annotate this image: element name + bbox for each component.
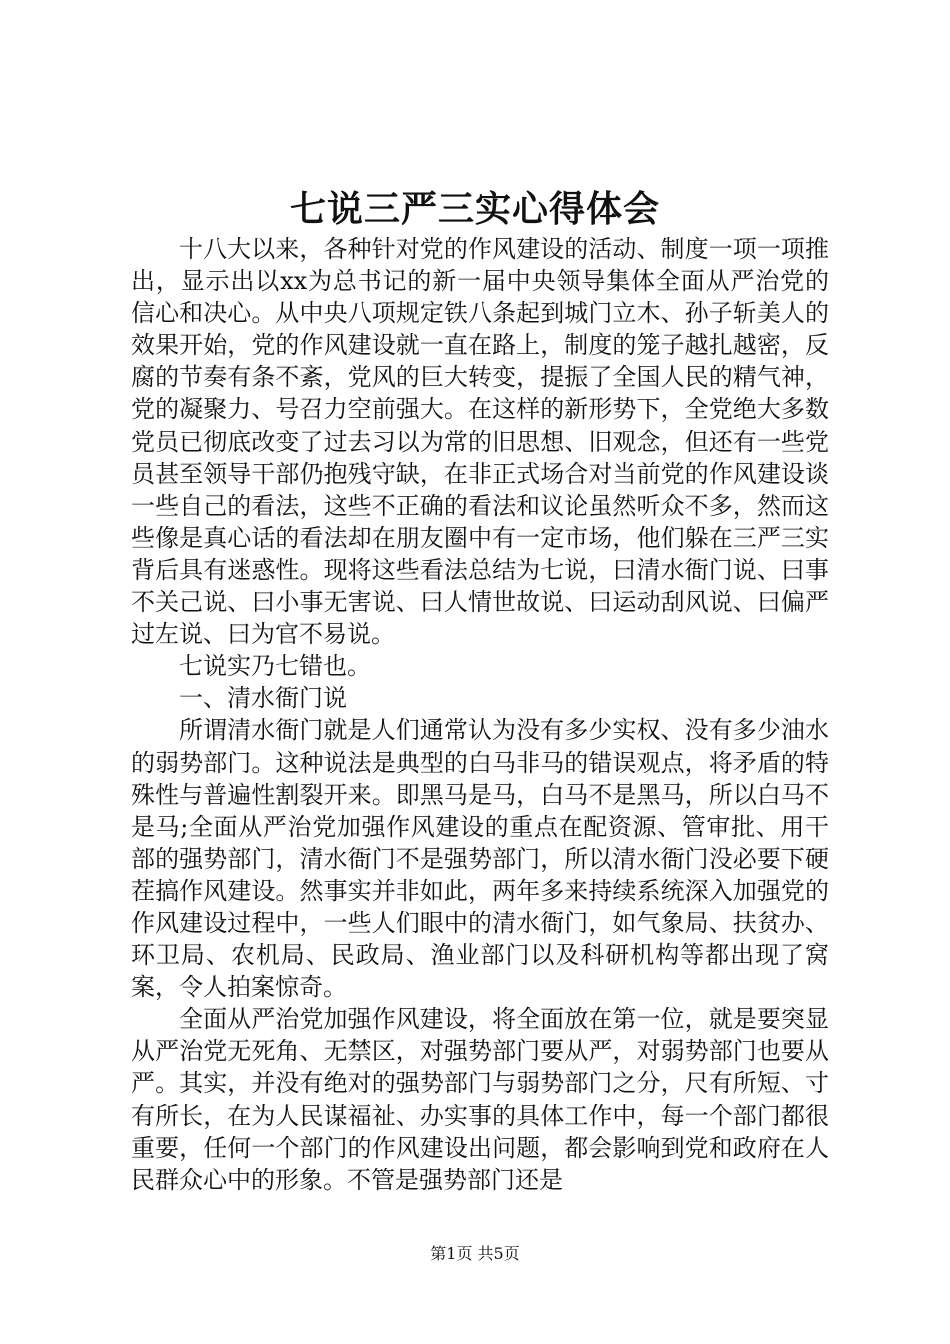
section-heading: 一、清水衙门说 bbox=[179, 684, 347, 713]
body-paragraph: 所谓清水衙门就是人们通常认为没有多少实权、没有多少油水的弱势部门。这种说法是典型的白马非马的错误观点，将矛盾的特殊性与普遍性割裂开来。即黑马是马，白马不是黑马，所以白马不是马;全面从严治党加强作风建设的重点在配资源、管审批、用干部的强势部门，清水衙门不是强势部门，所以清水衙门没必要下硬茬搞作风建设。然事实并非如此，两年多来持续系统深入加强党的作风建设过程中，一些人们眼中的清水衙门，如气象局、扶贫办、环卫局、农机局、民政局、渔业部门以及科研机构等都出现了窝案，令人拍案惊奇。 bbox=[131, 716, 829, 1002]
body-paragraph: 全面从严治党加强作风建设，将全面放在第一位，就是要突显从严治党无死角、无禁区，对强势部门要从严，对弱势部门也要从严。其实，并没有绝对的强势部门与弱势部门之分，尺有所短、寸有所长，在为人民谋福祉、办实事的具体工作中，每一个部门都很重要，任何一个部门的作风建设出问题，都会影响到党和政府在人民群众心中的形象。不管是强势部门还是 bbox=[131, 1005, 829, 1194]
page-number-footer: 第1页 共5页 bbox=[430, 1244, 520, 1263]
document-title: 七说三严三实心得体会 bbox=[289, 188, 660, 230]
body-paragraph: 十八大以来，各种针对党的作风建设的活动、制度一项一项推出，显示出以xx为总书记的新一届中央领导集体全面从严治党的信心和决心。从中央八项规定铁八条起到城门立木、孙子斩美人的效果开始，党的作风建设就一直在路上，制度的笼子越扎越密，反腐的节奏有条不紊，党风的巨大转变，提振了全国人民的精气神，党的凝聚力、号召力空前强大。在这样的新形势下，全党绝大多数党员已彻底改变了过去习以为常的旧思想、旧观念，但还有一些党员甚至领导干部仍抱残守缺，在非正式场合对当前党的作风建设谈一些自己的看法，这些不正确的看法和议论虽然听众不多，然而这些像是真心话的看法却在朋友圈中有一定市场，他们躲在三严三实背后具有迷惑性。现将这些看法总结为七说，曰清水衙门说、曰事不关己说、曰小事无害说、曰人情世故说、曰运动刮风说、曰偏严过左说、曰为官不易说。 bbox=[131, 235, 829, 649]
body-paragraph: 七说实乃七错也。 bbox=[179, 652, 371, 681]
document-body bbox=[131, 233, 829, 1196]
